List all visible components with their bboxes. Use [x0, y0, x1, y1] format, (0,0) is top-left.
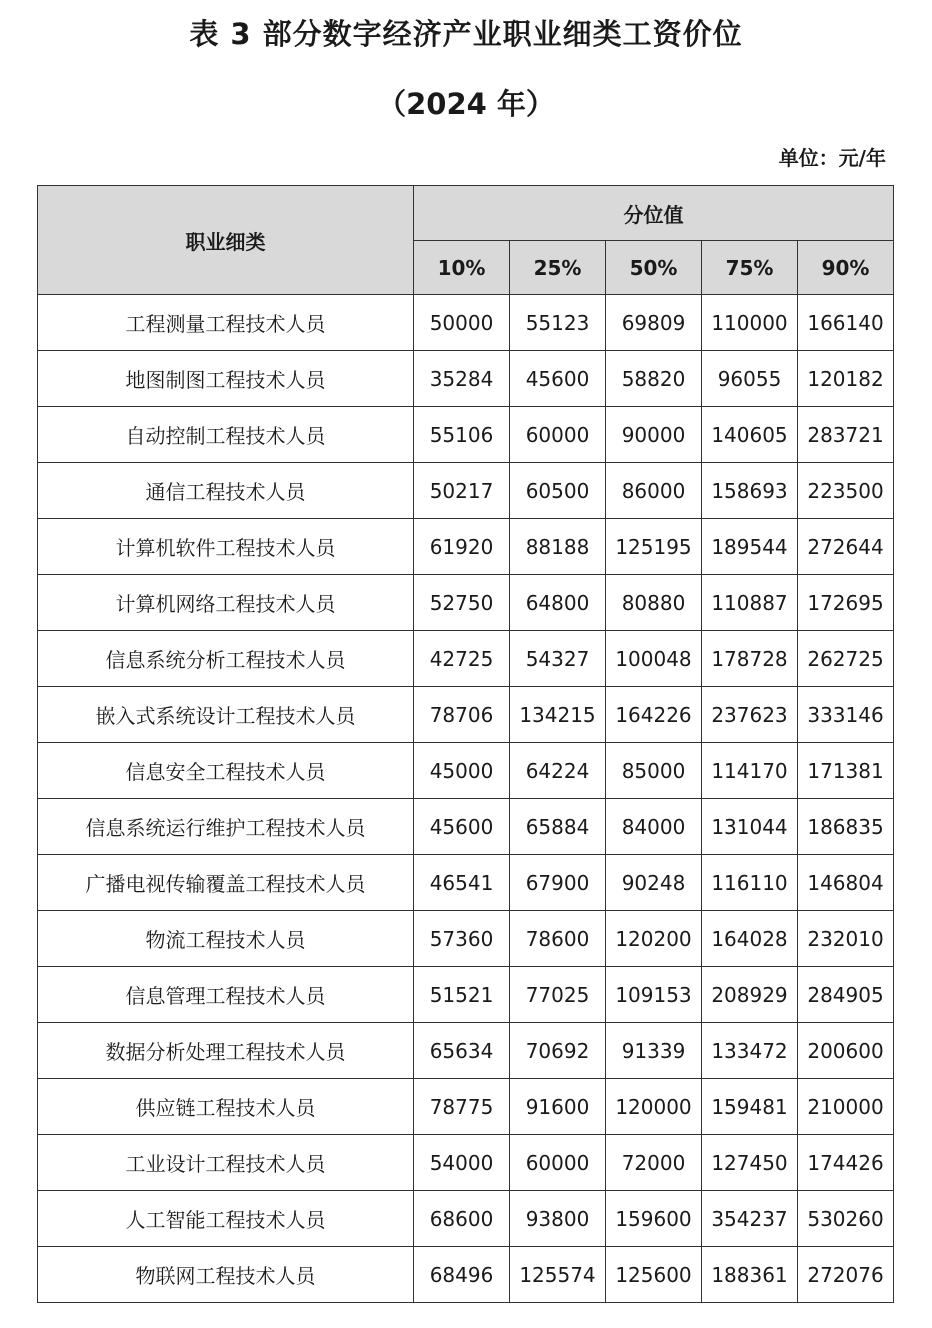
wage-value: 60000	[510, 1135, 606, 1191]
wage-value: 210000	[798, 1079, 894, 1135]
wage-value: 232010	[798, 911, 894, 967]
header-percentile: 75%	[702, 241, 798, 295]
wage-value: 188361	[702, 1247, 798, 1303]
wage-value: 80880	[606, 575, 702, 631]
wage-value: 164226	[606, 687, 702, 743]
wage-value: 237623	[702, 687, 798, 743]
wage-value: 70692	[510, 1023, 606, 1079]
wage-value: 200600	[798, 1023, 894, 1079]
header-percentile: 10%	[414, 241, 510, 295]
header-percentile: 25%	[510, 241, 606, 295]
occupation-name: 信息安全工程技术人员	[38, 743, 414, 799]
wage-value: 54327	[510, 631, 606, 687]
wage-value: 57360	[414, 911, 510, 967]
table-title: 表 3 部分数字经济产业职业细类工资价位	[189, 17, 743, 51]
wage-value: 91600	[510, 1079, 606, 1135]
wage-value: 45000	[414, 743, 510, 799]
wage-value: 78600	[510, 911, 606, 967]
wage-value: 189544	[702, 519, 798, 575]
wage-value: 88188	[510, 519, 606, 575]
wage-value: 109153	[606, 967, 702, 1023]
wage-value: 45600	[414, 799, 510, 855]
occupation-name: 计算机软件工程技术人员	[38, 519, 414, 575]
wage-value: 72000	[606, 1135, 702, 1191]
occupation-name: 信息系统运行维护工程技术人员	[38, 799, 414, 855]
header-percentile: 90%	[798, 241, 894, 295]
table-row	[38, 519, 894, 575]
wage-value: 67900	[510, 855, 606, 911]
wage-value: 69809	[606, 295, 702, 351]
wage-value: 120182	[798, 351, 894, 407]
wage-value: 164028	[702, 911, 798, 967]
table-row	[38, 1079, 894, 1135]
wage-value: 158693	[702, 463, 798, 519]
wage-value: 166140	[798, 295, 894, 351]
wage-value: 65634	[414, 1023, 510, 1079]
occupation-name: 工业设计工程技术人员	[38, 1135, 414, 1191]
wage-value: 120200	[606, 911, 702, 967]
wage-value: 100048	[606, 631, 702, 687]
unit-label: 单位：元/年	[778, 146, 886, 170]
wage-value: 58820	[606, 351, 702, 407]
wage-value: 55123	[510, 295, 606, 351]
wage-value: 186835	[798, 799, 894, 855]
wage-value: 178728	[702, 631, 798, 687]
wage-value: 223500	[798, 463, 894, 519]
wage-value: 272076	[798, 1247, 894, 1303]
wage-value: 127450	[702, 1135, 798, 1191]
occupation-name: 信息管理工程技术人员	[38, 967, 414, 1023]
occupation-name: 计算机网络工程技术人员	[38, 575, 414, 631]
table-row	[38, 1135, 894, 1191]
wage-value: 52750	[414, 575, 510, 631]
table-row	[38, 1247, 894, 1303]
wage-value: 64224	[510, 743, 606, 799]
wage-value: 86000	[606, 463, 702, 519]
wage-value: 159481	[702, 1079, 798, 1135]
wage-value: 60500	[510, 463, 606, 519]
table-row	[38, 407, 894, 463]
wage-value: 46541	[414, 855, 510, 911]
table-body	[38, 295, 894, 1303]
wage-value: 134215	[510, 687, 606, 743]
occupation-name: 物流工程技术人员	[38, 911, 414, 967]
wage-value: 55106	[414, 407, 510, 463]
occupation-name: 通信工程技术人员	[38, 463, 414, 519]
wage-value: 171381	[798, 743, 894, 799]
table-row	[38, 911, 894, 967]
occupation-name: 信息系统分析工程技术人员	[38, 631, 414, 687]
wage-value: 54000	[414, 1135, 510, 1191]
occupation-name: 人工智能工程技术人员	[38, 1191, 414, 1247]
table-row	[38, 351, 894, 407]
wage-value: 146804	[798, 855, 894, 911]
wage-value: 61920	[414, 519, 510, 575]
wage-value: 78706	[414, 687, 510, 743]
wage-value: 90000	[606, 407, 702, 463]
occupation-name: 地图制图工程技术人员	[38, 351, 414, 407]
wage-value: 42725	[414, 631, 510, 687]
table-row	[38, 687, 894, 743]
table-row	[38, 1023, 894, 1079]
wage-value: 125195	[606, 519, 702, 575]
table-row	[38, 575, 894, 631]
wage-value: 45600	[510, 351, 606, 407]
table-row	[38, 631, 894, 687]
wage-value: 96055	[702, 351, 798, 407]
wage-value: 64800	[510, 575, 606, 631]
wage-value: 110000	[702, 295, 798, 351]
wage-value: 125600	[606, 1247, 702, 1303]
wage-value: 530260	[798, 1191, 894, 1247]
table-row	[38, 743, 894, 799]
table-row	[38, 855, 894, 911]
wage-value: 174426	[798, 1135, 894, 1191]
occupation-name: 数据分析处理工程技术人员	[38, 1023, 414, 1079]
header-percentile: 50%	[606, 241, 702, 295]
wage-value: 50000	[414, 295, 510, 351]
occupation-name: 广播电视传输覆盖工程技术人员	[38, 855, 414, 911]
wage-value: 140605	[702, 407, 798, 463]
wage-value: 85000	[606, 743, 702, 799]
wage-value: 354237	[702, 1191, 798, 1247]
wage-value: 131044	[702, 799, 798, 855]
table-row	[38, 295, 894, 351]
wage-value: 50217	[414, 463, 510, 519]
wage-value: 208929	[702, 967, 798, 1023]
wage-value: 78775	[414, 1079, 510, 1135]
occupation-name: 物联网工程技术人员	[38, 1247, 414, 1303]
wage-value: 172695	[798, 575, 894, 631]
wage-value: 68496	[414, 1247, 510, 1303]
wage-value: 110887	[702, 575, 798, 631]
table-subtitle-year: （2024 年）	[377, 87, 555, 121]
wage-value: 125574	[510, 1247, 606, 1303]
wage-value: 65884	[510, 799, 606, 855]
wage-value: 159600	[606, 1191, 702, 1247]
wage-value: 284905	[798, 967, 894, 1023]
wage-value: 91339	[606, 1023, 702, 1079]
occupation-name: 自动控制工程技术人员	[38, 407, 414, 463]
wage-value: 283721	[798, 407, 894, 463]
wage-value: 60000	[510, 407, 606, 463]
wage-table	[37, 185, 894, 1303]
wage-value: 35284	[414, 351, 510, 407]
table-row	[38, 799, 894, 855]
wage-value: 262725	[798, 631, 894, 687]
occupation-name: 供应链工程技术人员	[38, 1079, 414, 1135]
table-row	[38, 967, 894, 1023]
table-row	[38, 463, 894, 519]
wage-value: 93800	[510, 1191, 606, 1247]
wage-value: 90248	[606, 855, 702, 911]
wage-value: 133472	[702, 1023, 798, 1079]
header-category: 职业细类	[38, 186, 414, 295]
table-row	[38, 1191, 894, 1247]
wage-value: 68600	[414, 1191, 510, 1247]
wage-value: 51521	[414, 967, 510, 1023]
occupation-name: 工程测量工程技术人员	[38, 295, 414, 351]
wage-value: 116110	[702, 855, 798, 911]
wage-value: 333146	[798, 687, 894, 743]
header-percentile-group: 分位值	[414, 186, 894, 241]
wage-value: 272644	[798, 519, 894, 575]
occupation-name: 嵌入式系统设计工程技术人员	[38, 687, 414, 743]
wage-value: 84000	[606, 799, 702, 855]
wage-value: 120000	[606, 1079, 702, 1135]
wage-value: 114170	[702, 743, 798, 799]
wage-value: 77025	[510, 967, 606, 1023]
